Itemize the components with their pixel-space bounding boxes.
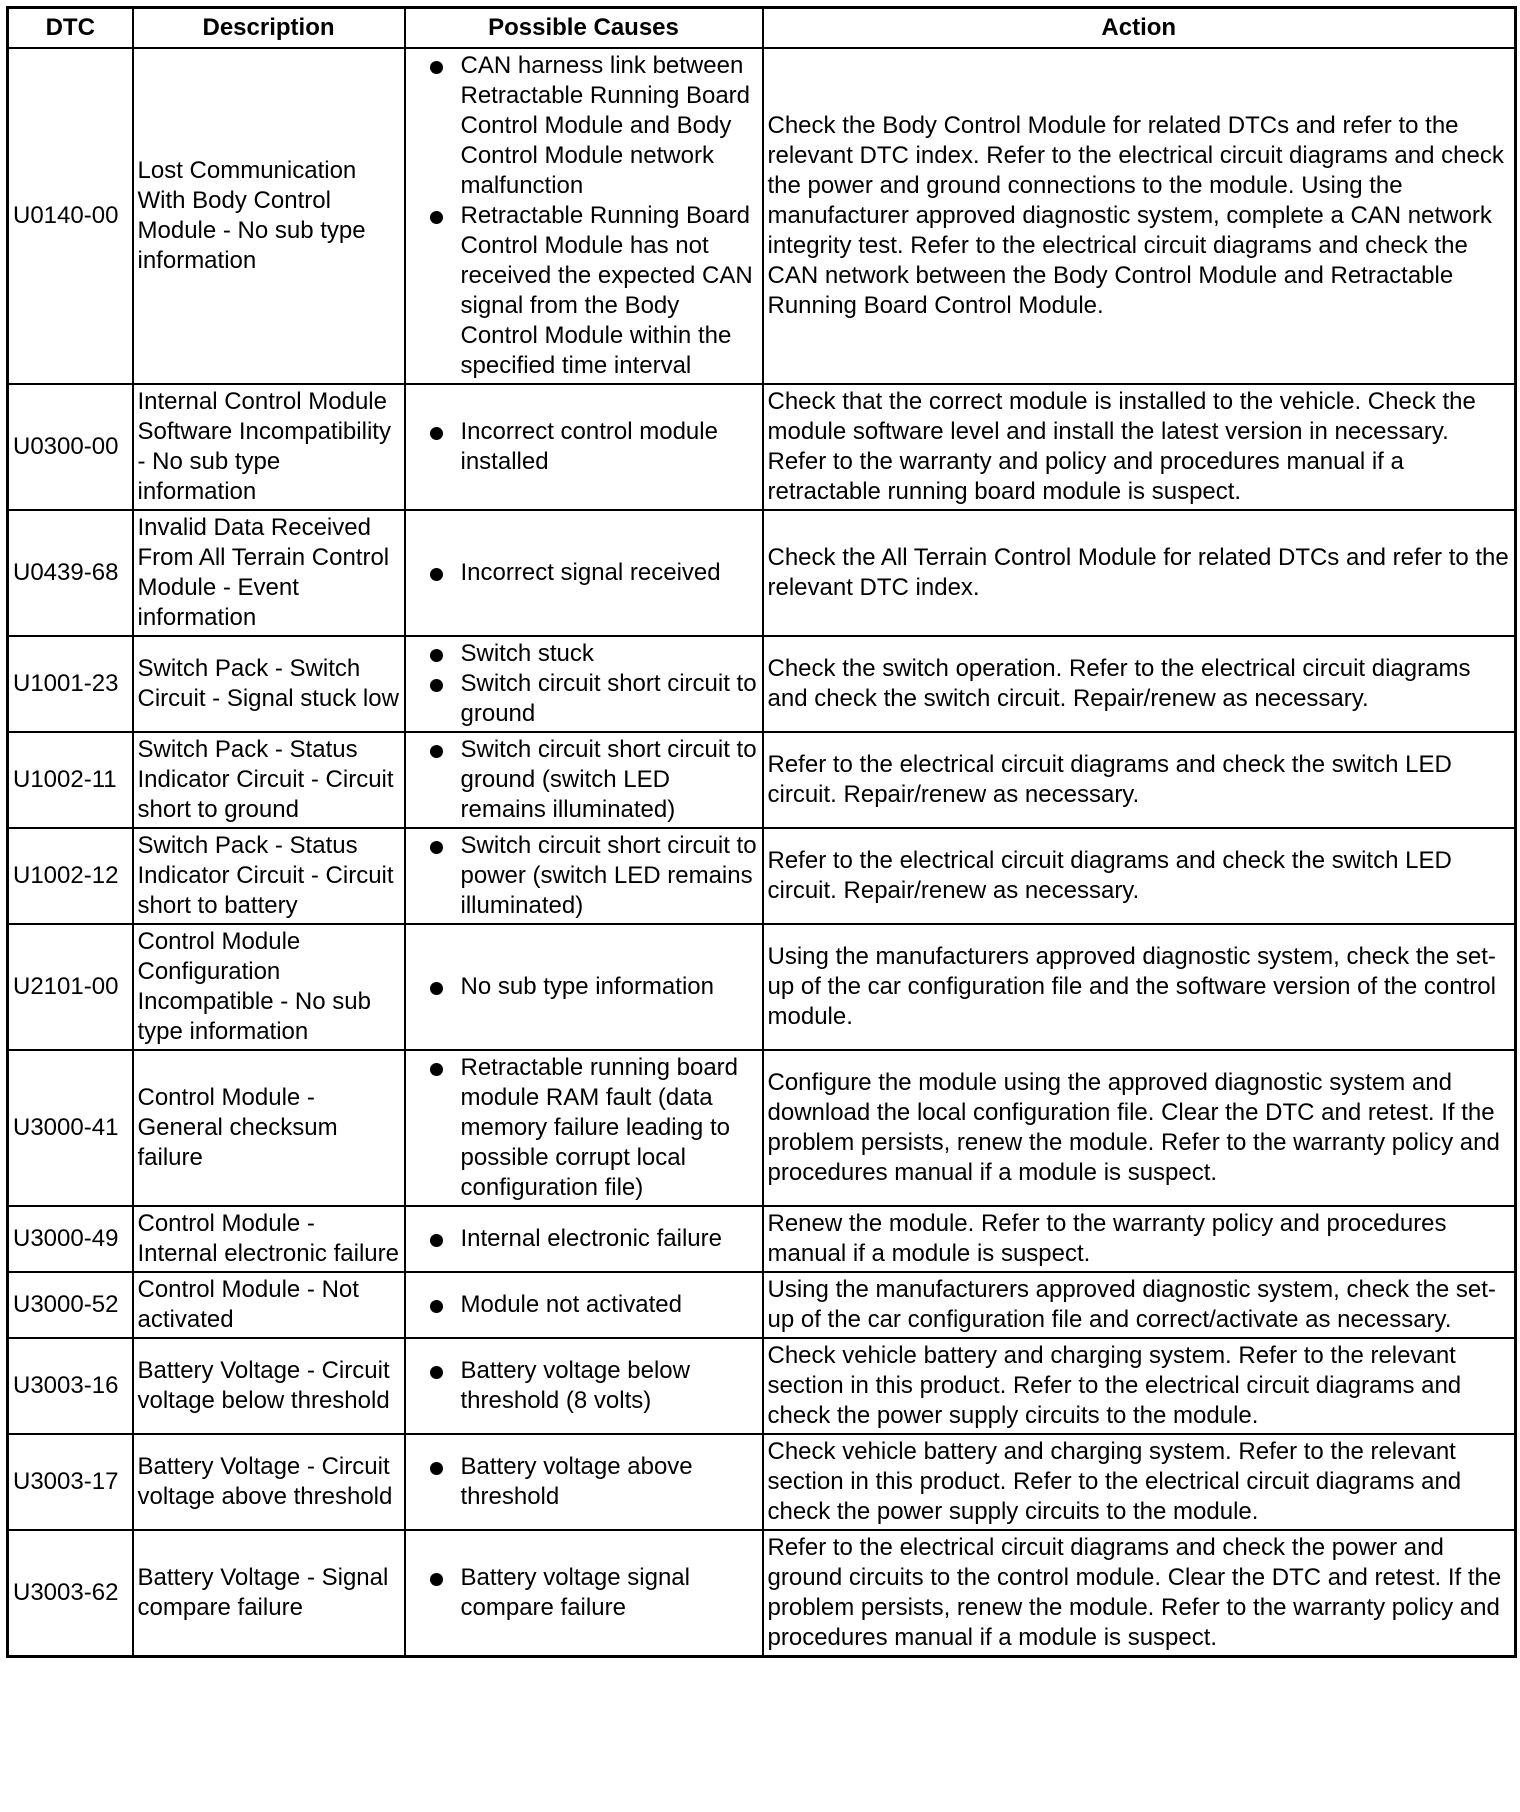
dtc-description: Battery Voltage - Circuit voltage above threshold [133,1434,405,1530]
possible-cause-item [410,831,758,921]
bullet-icon [430,649,443,662]
possible-cause-text: Battery voltage signal compare failure [460,1564,690,1621]
table-row [8,732,1516,828]
table-row [8,1272,1516,1338]
bullet-icon [430,1300,443,1313]
possible-cause-text: Retractable Running Board Control Module has not received the expected CAN signal from the Body Control Module within the specified time interval [460,202,753,379]
bullet-icon [430,1234,443,1247]
dtc-description: Control Module Configuration Incompatible - No sub type information [133,924,405,1050]
possible-cause-item [410,201,758,381]
table-row [8,636,1516,732]
bullet-icon [430,1462,443,1475]
possible-cause-text: Battery voltage above threshold [460,1453,693,1510]
possible-causes-cell [405,48,763,384]
possible-cause-item [410,51,758,201]
dtc-action: Check the switch operation. Refer to the electrical circuit diagrams and check the switch circuit. Repair/renew as necessary. [763,636,1516,732]
dtc-action: Renew the module. Refer to the warranty policy and procedures manual if a module is suspect. [763,1206,1516,1272]
dtc-code: U3000-52 [8,1272,133,1338]
dtc-action: Refer to the electrical circuit diagrams and check the switch LED circuit. Repair/renew as necessary. [763,828,1516,924]
table-row [8,1338,1516,1434]
possible-cause-text: Module not activated [460,1291,682,1318]
possible-cause-item [410,1563,758,1623]
dtc-code: U3000-41 [8,1050,133,1206]
possible-causes-cell [405,1272,763,1338]
possible-causes-list [410,1356,758,1416]
dtc-code: U3003-17 [8,1434,133,1530]
dtc-action: Using the manufacturers approved diagnostic system, check the set-up of the car configuration file and the software version of the control module. [763,924,1516,1050]
dtc-description: Control Module - Not activated [133,1272,405,1338]
table-row [8,1206,1516,1272]
dtc-code: U3000-49 [8,1206,133,1272]
possible-causes-cell [405,510,763,636]
possible-cause-text: No sub type information [460,973,714,1000]
bullet-icon [430,211,443,224]
dtc-action: Check the Body Control Module for related DTCs and refer to the relevant DTC index. Refer to the electrical circuit diagrams and check the power and ground connections to the module. Using the manufacturer approved diagnostic system, complete a CAN network integrity test. Refer to the electrical circuit diagrams and check the CAN network between the Body Control Module and Retractable Running Board Control Module. [763,48,1516,384]
dtc-code: U2101-00 [8,924,133,1050]
dtc-action: Refer to the electrical circuit diagrams and check the power and ground circuits to the control module. Clear the DTC and retest. If the problem persists, renew the module. Refer to the warranty policy and procedures manual if a module is suspect. [763,1530,1516,1657]
dtc-code: U1001-23 [8,636,133,732]
possible-causes-list [410,51,758,381]
dtc-description: Battery Voltage - Signal compare failure [133,1530,405,1657]
possible-causes-list [410,735,758,825]
possible-causes-list [410,417,758,477]
dtc-code: U0300-00 [8,384,133,510]
bullet-icon [430,61,443,74]
dtc-action: Check vehicle battery and charging system. Refer to the relevant section in this product. Refer to the electrical circuit diagrams and check the power supply circuits to the module. [763,1434,1516,1530]
dtc-code: U0140-00 [8,48,133,384]
dtc-description: Switch Pack - Status Indicator Circuit - Circuit short to battery [133,828,405,924]
bullet-icon [430,745,443,758]
bullet-icon [430,679,443,692]
dtc-code: U1002-12 [8,828,133,924]
possible-causes-list [410,1053,758,1203]
possible-cause-text: Incorrect control module installed [460,418,718,475]
possible-causes-cell [405,828,763,924]
bullet-icon [430,1063,443,1076]
possible-causes-cell [405,1050,763,1206]
possible-causes-list [410,831,758,921]
table-row [8,1050,1516,1206]
possible-causes-list [410,1290,758,1320]
dtc-action: Check that the correct module is installed to the vehicle. Check the module software level and install the latest version in necessary. Refer to the warranty and policy and procedures manual if a retractable running board module is suspect. [763,384,1516,510]
header-possible-causes: Possible Causes [405,8,763,49]
dtc-description: Invalid Data Received From All Terrain Control Module - Event information [133,510,405,636]
header-description: Description [133,8,405,49]
table-row [8,924,1516,1050]
table-row [8,510,1516,636]
header-action: Action [763,8,1516,49]
possible-causes-cell [405,1530,763,1657]
possible-cause-item [410,1452,758,1512]
dtc-table [6,6,1517,1658]
possible-cause-text: Battery voltage below threshold (8 volts) [460,1357,690,1414]
possible-cause-item [410,669,758,729]
bullet-icon [430,568,443,581]
table-row [8,384,1516,510]
possible-cause-item [410,558,758,588]
dtc-description: Control Module - General checksum failure [133,1050,405,1206]
possible-causes-list [410,558,758,588]
possible-cause-text: Switch circuit short circuit to ground (switch LED remains illuminated) [460,736,757,823]
dtc-description: Lost Communication With Body Control Module - No sub type information [133,48,405,384]
dtc-action: Check the All Terrain Control Module for related DTCs and refer to the relevant DTC index. [763,510,1516,636]
possible-cause-text: Retractable running board module RAM fault (data memory failure leading to possible corrupt local configuration file) [460,1054,739,1201]
table-row [8,1530,1516,1657]
dtc-action: Using the manufacturers approved diagnostic system, check the set-up of the car configuration file and correct/activate as necessary. [763,1272,1516,1338]
possible-causes-cell [405,732,763,828]
possible-cause-text: Switch circuit short circuit to ground [460,670,757,727]
table-header-row [8,8,1516,49]
dtc-code: U3003-62 [8,1530,133,1657]
bullet-icon [430,427,443,440]
possible-cause-item [410,1053,758,1203]
possible-cause-item [410,972,758,1002]
bullet-icon [430,1366,443,1379]
possible-causes-cell [405,1206,763,1272]
dtc-description: Switch Pack - Switch Circuit - Signal stuck low [133,636,405,732]
possible-causes-cell [405,1434,763,1530]
possible-causes-list [410,972,758,1002]
header-dtc: DTC [8,8,133,49]
possible-cause-item [410,1356,758,1416]
dtc-code: U0439-68 [8,510,133,636]
possible-causes-cell [405,636,763,732]
dtc-description: Battery Voltage - Circuit voltage below threshold [133,1338,405,1434]
possible-causes-list [410,1224,758,1254]
dtc-description: Control Module - Internal electronic failure [133,1206,405,1272]
possible-cause-item [410,1224,758,1254]
dtc-action: Refer to the electrical circuit diagrams and check the switch LED circuit. Repair/renew as necessary. [763,732,1516,828]
possible-cause-text: Switch stuck [460,640,594,667]
possible-cause-item [410,639,758,669]
possible-cause-text: CAN harness link between Retractable Running Board Control Module and Body Control Module network malfunction [460,52,751,199]
dtc-action: Check vehicle battery and charging system. Refer to the relevant section in this product. Refer to the electrical circuit diagrams and check the power supply circuits to the module. [763,1338,1516,1434]
dtc-code: U3003-16 [8,1338,133,1434]
bullet-icon [430,1573,443,1586]
table-row [8,1434,1516,1530]
table-body [8,48,1516,1657]
possible-cause-item [410,735,758,825]
dtc-description: Internal Control Module Software Incompatibility - No sub type information [133,384,405,510]
table-row [8,828,1516,924]
possible-cause-item [410,417,758,477]
bullet-icon [430,841,443,854]
possible-causes-list [410,1563,758,1623]
possible-causes-list [410,1452,758,1512]
possible-cause-text: Switch circuit short circuit to power (switch LED remains illuminated) [460,832,757,919]
dtc-action: Configure the module using the approved diagnostic system and download the local configuration file. Clear the DTC and retest. If the problem persists, renew the module. Refer to the warranty policy and procedures manual if a module is suspect. [763,1050,1516,1206]
dtc-description: Switch Pack - Status Indicator Circuit - Circuit short to ground [133,732,405,828]
possible-causes-list [410,639,758,729]
possible-cause-text: Internal electronic failure [460,1225,722,1252]
possible-cause-text: Incorrect signal received [460,559,721,586]
bullet-icon [430,982,443,995]
possible-causes-cell [405,384,763,510]
possible-cause-item [410,1290,758,1320]
possible-causes-cell [405,924,763,1050]
dtc-code: U1002-11 [8,732,133,828]
possible-causes-cell [405,1338,763,1434]
table-row [8,48,1516,384]
